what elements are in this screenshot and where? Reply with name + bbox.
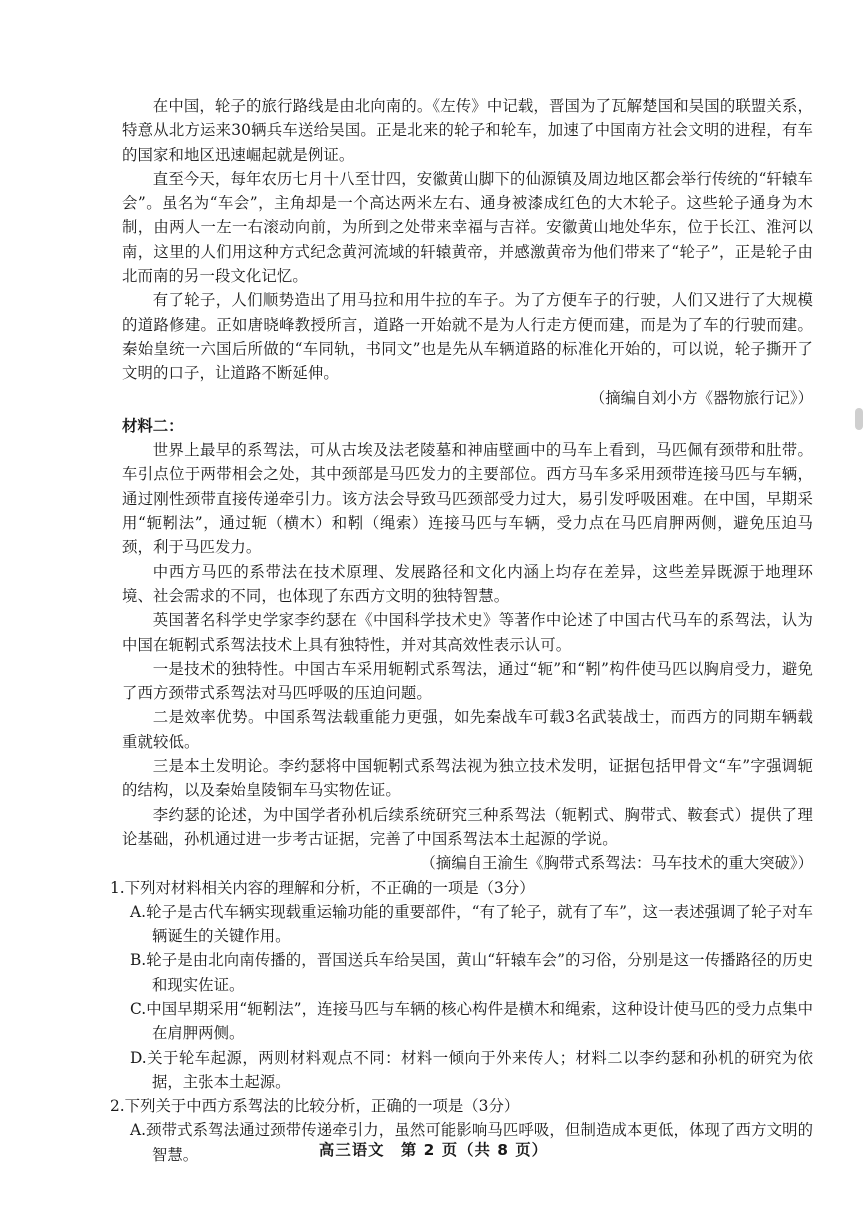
question-1 [110,876,813,1095]
section-heading: 材料二： [122,416,184,435]
answer-option: D.关于轮车起源，两则材料观点不同：材料一倾向于外来传人；材料二以李约瑟和孙机的研究为依据，主张本土起源。 [130,1048,813,1091]
answer-option: A.颈带式系驾法通过颈带传递牵引力，虽然可能影响马匹呼吸，但制造成本更低，体现了西方文明的智慧。 [130,1121,813,1164]
page-footer: 高三语文 第 2 页（共 8 页） [318,1141,549,1159]
paragraph: 世界上最早的系驾法，可从古埃及法老陵墓和神庙壁画中的马车上看到，马匹佩有颈带和肚带。车引点位于两带相会之处，其中颈部是马匹发力的主要部位。西方马车多采用颈带连接马匹与车辆，通过刚性颈带直接传递牵引力。该方法会导致马匹颈部受力过大，易引发呼吸困难。在中国，早期采用“轭靷法”，通过轭（横木）和靷（绳索）连接马匹与车辆，受力点在马匹肩胛两侧，避免压迫马颈，利于马匹发力。 [122,441,813,557]
answer-option: B.轮子是由北向南传播的，晋国送兵车给吴国，黄山“轩辕车会”的习俗，分别是这一传播路径的历史和现实佐证。 [130,951,813,994]
paragraph: 直至今天，每年农历七月十八至廿四，安徽黄山脚下的仙源镇及周边地区都会举行传统的“轩辕车会”。虽名为“车会”，主角却是一个高达两米左右、通身被漆成红色的大木轮子。这些轮子通身为木制，由两人一左一右滚动向前，为所到之处带来幸福与吉祥。安徽黄山地处华东，位于长江、淮河以南，这里的人们用这种方式纪念黄河流域的轩辕黄帝，并感激黄帝为他们带来了“轮子”，正是轮子由北而南的另一段文化记忆。 [122,169,813,286]
answer-option: A.轮子是古代车辆实现载重运输功能的重要部件，“有了轮子，就有了车”，这一表述强调了轮子对车辆诞生的关键作用。 [130,902,813,946]
paragraph: 李约瑟的论述，为中国学者孙机后续系统研究三种系驾法（轭靷式、胸带式、鞍套式）提供了理论基础，孙机通过进一步考古证据，完善了中国系驾法本土起源的学说。 [122,805,813,848]
paragraph: 二是效率优势。中国系驾法载重能力更强，如先秦战车可载3名武装战士，而西方的同期车辆载重就较低。 [122,708,813,751]
question-stem: 2.下列关于中西方系驾法的比较分析，正确的一项是（3分） [110,1097,520,1116]
paragraph: 一是技术的独特性。中国古车采用轭靷式系驾法，通过“轭”和“靷”构件使马匹以胸肩受力，避免了西方颈带式系驾法对马匹呼吸的压迫问题。 [122,659,813,703]
question-stem: 1.下列对材料相关内容的理解和分析，不正确的一项是（3分） [110,878,535,897]
paragraph: 英国著名科学史学家李约瑟在《中国科学技术史》等著作中论述了中国古代马车的系驾法，认为中国在轭靷式系驾法技术上具有独特性，并对其高效性表示认可。 [122,611,813,654]
material-two [122,414,813,876]
paragraph: 三是本土发明论。李约瑟将中国轭靷式系驾法视为独立技术发明，证据包括甲骨文“车”字强调轭的结构，以及秦始皇陵铜车马实物佐证。 [122,757,813,800]
source-citation: （摘编自刘小方《器物旅行记》） [589,388,813,407]
source-citation: （摘编自王渝生《胸带式系驾法：马车技术的重大突破》） [420,854,813,873]
paragraph: 有了轮子，人们顺势造出了用马拉和用牛拉的车子。为了方便车子的行驶，人们又进行了大规模的道路修建。正如唐晓峰教授所言，道路一开始就不是为人行走方便而建，而是为了车的行驶而建。秦始皇统一六国后所做的“车同轨，书同文”也是先从车辆道路的标准化开始的，可以说，轮子撕开了文明的口子，让道路不断延伸。 [122,291,813,383]
paragraph: 在中国，轮子的旅行路线是由北向南的。《左传》中记载，晋国为了瓦解楚国和吴国的联盟关系，特意从北方运来30辆兵车送给吴国。正是北来的轮子和轮车，加速了中国南方社会文明的进程，有车的国家和地区迅速崛起就是例证。 [122,97,813,164]
binding-mark [855,408,863,430]
paragraph: 中西方马匹的系带法在技术原理、发展路径和文化内涵上均存在差异，这些差异既源于地理环境、社会需求的不同，也体现了东西方文明的独特智慧。 [122,562,813,605]
material-one [122,94,813,410]
answer-option: C.中国早期采用“轭靷法”，连接马匹与车辆的核心构件是横木和绳索，这种设计使马匹的受力点集中在肩胛两侧。 [130,999,813,1043]
